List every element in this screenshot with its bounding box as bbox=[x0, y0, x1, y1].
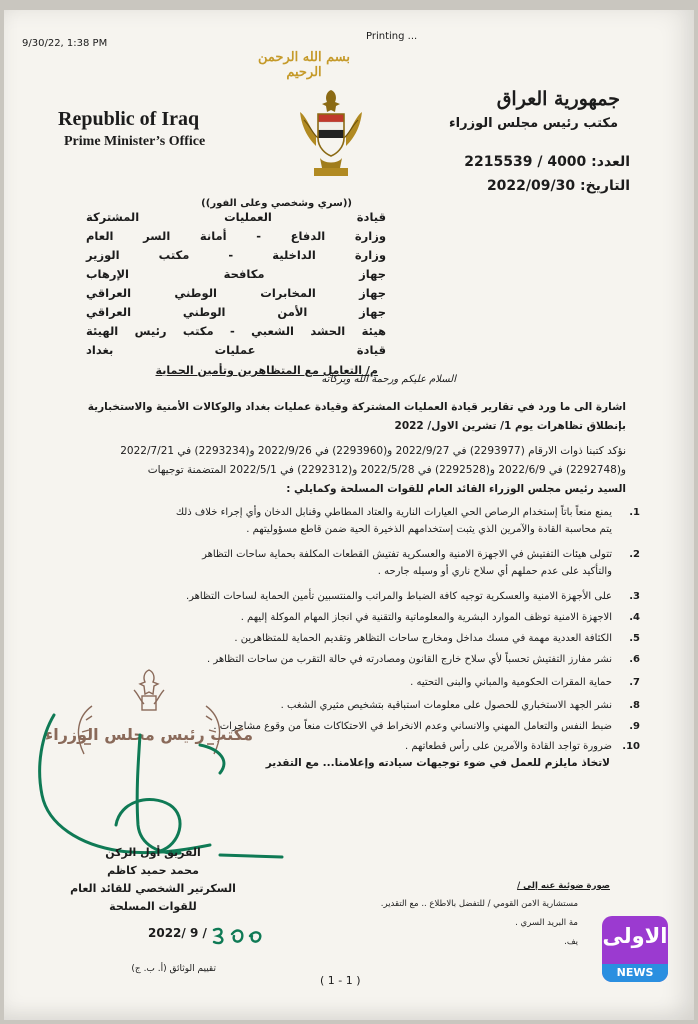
handwritten-day-icon bbox=[210, 924, 264, 946]
item-text: حماية المقرات الحكومية والمباني والبنى التحتيه . bbox=[410, 677, 612, 688]
item-text: على الأجهزة الامنية والعسكرية توجيه كافة الضباط والمراتب والمنتسبين تأمين الحماية لساحات التظاهر. bbox=[185, 591, 612, 602]
printing-label: Printing ... bbox=[366, 31, 418, 42]
basmala-calligraphy: بسم الله الرحمن الرحيم bbox=[258, 50, 350, 80]
addressee: قيادة عمليات بغداد bbox=[86, 343, 386, 357]
item-text: يمنع منعاً باتاً إستخدام الرصاص الحي العيارات النارية والعتاد المطاطي وقنابل الدخان وأي إجراء خلاف ذلك bbox=[175, 507, 612, 518]
item-number: 8. bbox=[629, 700, 640, 711]
stamp-text: مكتب رئيس مجلس الوزراء bbox=[45, 725, 253, 744]
logo-news-text: NEWS bbox=[602, 964, 668, 982]
addressee: وزارة الداخلية - مكتب الوزير bbox=[86, 248, 386, 262]
addressee: قيادة العمليات المشتركة bbox=[86, 210, 386, 224]
item-number: 3. bbox=[629, 591, 640, 602]
item-text: نشر مفارز التفتيش تحسباً لأي سلاح خارج القانون ومصادرته في حالة التقرب من ساحات التظاهر . bbox=[206, 654, 612, 665]
reference-number: العدد: 4000 / 2215539 bbox=[464, 154, 630, 170]
cc-line: مة البريد السري . bbox=[515, 918, 578, 928]
signer-title: السكرتير الشخصي للقائد العام bbox=[70, 882, 236, 895]
item-number: 5. bbox=[629, 633, 640, 644]
item-text: يتم محاسبة القادة والآمرين الذي يثبت إستخدامهم الذخيرة الحية ضمن قاطع مسؤوليتهم . bbox=[246, 524, 612, 535]
addressee: جهاز مكافحة الإرهاب bbox=[86, 267, 386, 281]
body-line: و(2292748) في 2022/6/9 و(2292528) في 2022/5/28 و(2292312) في 2022/5/1 المتضمنة توجيهات bbox=[147, 464, 626, 476]
item-number: 4. bbox=[629, 612, 640, 623]
english-title: Republic of Iraq bbox=[58, 108, 200, 130]
item-text: والتأكيد على عدم حملهم أي سلاح ناري أو وسيله جارحه . bbox=[377, 566, 612, 577]
item-text: نشر الجهد الاستخباري للحصول على معلومات استباقية بتشخيص مثيري الشغب . bbox=[280, 700, 612, 711]
signer-name: محمد حميد كاظم bbox=[107, 864, 199, 877]
news-watermark-logo bbox=[602, 916, 668, 982]
print-timestamp: 9/30/22, 1:38 PM bbox=[22, 38, 108, 49]
item-number: 2. bbox=[629, 549, 640, 560]
list-item bbox=[74, 504, 640, 538]
arabic-subtitle: مكتب رئيس مجلس الوزراء bbox=[449, 116, 618, 131]
item-number: 9. bbox=[629, 721, 640, 732]
english-subtitle: Prime Minister’s Office bbox=[64, 134, 206, 149]
addressee: هيئة الحشد الشعبي - مكتب رئيس الهيئة bbox=[86, 324, 386, 338]
item-text: الكثافة العددية مهمة في مسك مداخل ومخارج ساحات التظاهر وتقديم الحماية للمتظاهرين . bbox=[234, 633, 612, 644]
item-number: 7. bbox=[629, 677, 640, 688]
logo-arabic-text: الاولى bbox=[602, 924, 668, 948]
list-item bbox=[74, 588, 640, 605]
signature-date: 2022/ 9 / bbox=[148, 926, 207, 940]
subject-line: م/ التعامل مع المتظاهرين وتأمين الحماية bbox=[155, 364, 378, 377]
iraq-eagle-emblem-icon bbox=[296, 86, 366, 182]
addressee: وزارة الدفاع - أمانة السر العام bbox=[86, 229, 386, 243]
greeting: السلام عليكم ورحمة الله وبركاته bbox=[321, 374, 456, 385]
cc-heading: صورة ضوئية عنه إلى / bbox=[517, 881, 610, 891]
intro-line: اشارة الى ما ورد في تقارير قيادة العمليات المشتركة وقيادة عمليات بغداد والوكالات الأمنية والاستخبارية bbox=[87, 401, 626, 413]
signer-title: للقوات المسلحة bbox=[109, 900, 197, 913]
cc-line: يف. bbox=[564, 937, 578, 947]
body-line: نؤكد كتبنا ذوات الارقام (2293977) في 2022/9/27 و(2293960) في 2022/9/26 و(2293234) في 2022/7/21 bbox=[120, 445, 626, 457]
page-number: ( 1 - 1 ) bbox=[320, 974, 361, 987]
classification-label: ((سري وشخصي وعلى الفور)) bbox=[201, 198, 352, 209]
document-rating: تقييم الوثائق (أ. ب. ج) bbox=[131, 964, 216, 974]
item-text: ضبط النفس والتعامل المهني والانساني وعدم الانخراط في الاحتكاكات منعاً من وقوع مشاجرات . bbox=[213, 721, 612, 732]
signer-rank: الفريق أول الركن bbox=[105, 846, 201, 859]
item-number: 10. bbox=[622, 741, 640, 752]
document-date: التاريخ: 2022/09/30 bbox=[486, 178, 630, 194]
addressee: جهاز المخابرات الوطني العراقي bbox=[86, 286, 386, 300]
arabic-title: جمهورية العراق bbox=[496, 88, 620, 110]
body-line: السيد رئيس مجلس الوزراء القائد العام للقوات المسلحة وكمايلي : bbox=[286, 483, 626, 495]
intro-line: بإنطلاق تظاهرات يوم 1/ تشرين الاول/ 2022 bbox=[394, 420, 626, 432]
item-text: ضرورة تواجد القادة والآمرين على رأس قطعاتهم . bbox=[404, 741, 612, 752]
item-number: 6. bbox=[629, 654, 640, 665]
addressee: جهاز الأمن الوطني العراقي bbox=[86, 305, 386, 319]
list-item bbox=[74, 630, 640, 647]
list-item bbox=[74, 546, 640, 580]
item-number: 1. bbox=[629, 507, 640, 518]
list-item bbox=[74, 609, 640, 626]
cc-line: مستشارية الامن القومي / للتفضل بالاطلاع .. مع التقدير. bbox=[380, 899, 578, 909]
item-text: الاجهزة الامنية توظف الموارد البشرية والمعلوماتية والتقنية في انجاز المهام الموكلة إليهم . bbox=[240, 612, 612, 623]
item-text: تتولى هيئات التفتيش في الاجهزة الامنية والعسكرية تفتيش القطعات المكلفة بحماية ساحات التظاهر bbox=[202, 549, 612, 560]
closing-line: لاتخاذ مايلزم للعمل في ضوء توجيهات سيادته وإعلامنا... مع التقدير bbox=[265, 757, 610, 769]
